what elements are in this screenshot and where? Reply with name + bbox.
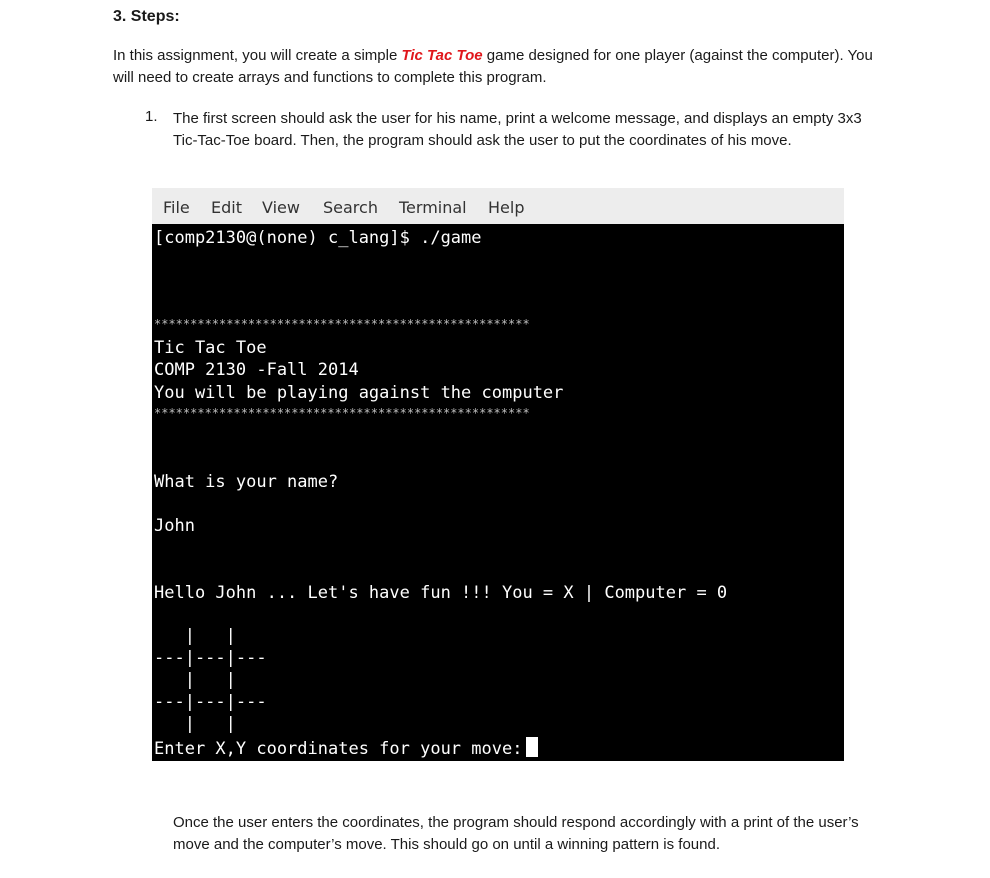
list-item-number: 1. (145, 108, 158, 125)
banner-title: Tic Tac Toe (154, 338, 267, 358)
menu-search[interactable]: Search (323, 198, 378, 217)
menu-help[interactable]: Help (488, 198, 525, 217)
move-prompt: Enter X,Y coordinates for your move: (154, 739, 523, 759)
name-answer: John (154, 516, 195, 536)
board-separator: ---|---|--- (154, 648, 267, 668)
game-title-emphasis: Tic Tac Toe (401, 47, 483, 64)
cursor-block (526, 737, 538, 757)
menu-terminal[interactable]: Terminal (399, 198, 467, 217)
board-row: | | (154, 670, 236, 690)
name-question: What is your name? (154, 472, 339, 492)
menu-file[interactable]: File (163, 198, 190, 217)
banner-course: COMP 2130 -Fall 2014 (154, 360, 359, 380)
board-row: | | (154, 626, 236, 646)
greeting-line: Hello John ... Let's have fun !!! You = X | Computer = 0 (154, 583, 728, 603)
move-prompt-line (154, 737, 538, 759)
list-item-text: The first screen should ask the user for his name, print a welcome message, and displays an empty 3x3 Tic-Tac-Toe board. Then, the program should ask the user to put the coordinates of his move. (173, 110, 862, 149)
intro-paragraph (113, 45, 873, 89)
menu-view[interactable]: View (262, 198, 300, 217)
terminal-screenshot (152, 188, 844, 761)
terminal-menubar (152, 188, 844, 224)
outro-paragraph: Once the user enters the coordinates, the program should respond accordingly with a print of the user’s move and the computer’s move. This should go on until a winning pattern is found. (173, 814, 859, 853)
section-heading: 3. Steps: (113, 8, 180, 25)
intro-text-after: game designed for one player (against the computer). You will need to create arrays and functions to complete this program. (113, 47, 873, 86)
intro-text-before: In this assignment, you will create a simple (113, 47, 402, 64)
banner-stars-bottom: **************************************************** (154, 406, 530, 420)
board-row: | | (154, 714, 236, 734)
board-separator: ---|---|--- (154, 692, 267, 712)
banner-message: You will be playing against the computer (154, 383, 564, 403)
shell-prompt: [comp2130@(none) c_lang]$ ./game (154, 228, 482, 248)
banner-stars-top: **************************************************** (154, 317, 530, 331)
menu-edit[interactable]: Edit (211, 198, 242, 217)
